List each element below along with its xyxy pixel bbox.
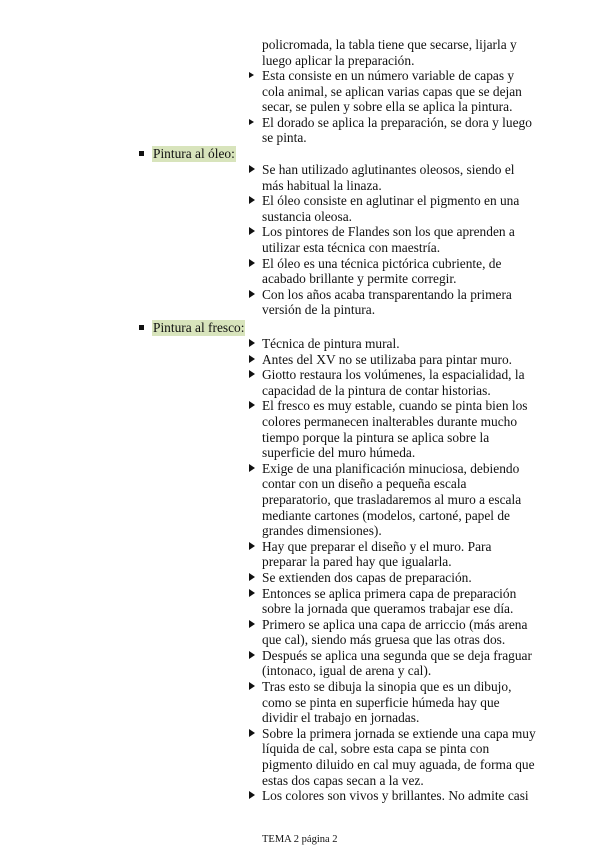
text-line: Se han utilizado aglutinantes oleosos, siendo el [262, 162, 515, 177]
arrow-bullet-icon [249, 196, 255, 204]
list-item [249, 287, 559, 318]
text-line: como se pinta en superficie húmeda hay que [262, 694, 500, 710]
list-item [249, 788, 559, 804]
arrow-bullet-icon [249, 290, 255, 298]
text-line: se pinta. [262, 130, 307, 146]
text-line: El óleo consiste en aglutinar el pigmento en una [262, 193, 520, 209]
text-line: versión de la pintura. [262, 302, 376, 318]
text-line: superficie del muro húmeda. [262, 445, 416, 461]
arrow-bullet-icon [249, 651, 255, 659]
fresco-list [249, 336, 559, 804]
arrow-bullet-icon [249, 791, 255, 799]
list-item [249, 461, 559, 539]
arrow-bullet-icon [249, 370, 255, 378]
text-line: Se extienden dos capas de preparación. [262, 569, 472, 585]
arrow-bullet-icon [249, 165, 255, 173]
text-line: El fresco es muy estable, cuando se pinta bien los [262, 398, 528, 414]
text-line: Hay que preparar el diseño y el muro. Para [262, 538, 492, 554]
text-line: El dorado se aplica la preparación, se dora y luego [262, 114, 532, 130]
text-line: grandes dimensiones). [262, 523, 382, 539]
intro-continuation [262, 37, 562, 68]
list-item [249, 398, 559, 460]
arrow-bullet-icon [249, 119, 254, 125]
arrow-bullet-icon [249, 589, 255, 597]
arrow-bullet-icon [249, 259, 255, 267]
text-line: Técnica de pintura mural. [262, 336, 400, 351]
text-line: (intonaco, igual de arena y cal). [262, 663, 432, 679]
list-item [249, 224, 559, 255]
list-item [249, 256, 559, 287]
list-item [249, 570, 559, 586]
arrow-bullet-icon [249, 464, 255, 472]
text-line: El óleo es una técnica pictórica cubriente, de [262, 255, 502, 271]
text-line: luego aplicar la preparación. [262, 52, 415, 68]
text-line: mediante cartones (modelos, cartoné, papel de [262, 507, 510, 523]
text-line: contar con un diseño a pequeña escala [262, 476, 467, 492]
page-footer: TEMA 2 página 2 [262, 834, 338, 845]
heading-label: Pintura al fresco: [153, 320, 245, 335]
text-line: colores permanecen inalterables durante mucho [262, 413, 518, 429]
square-bullet-icon [139, 151, 144, 156]
list-item [249, 115, 559, 146]
arrow-bullet-icon [249, 227, 255, 235]
list-item [249, 648, 559, 679]
text-line: Los colores son vivos y brillantes. No admite casi [262, 788, 529, 804]
text-line: que cal), siendo más gruesa que las otras dos. [262, 632, 506, 648]
text-line: Entonces se aplica primera capa de preparación [262, 585, 517, 601]
text-line: Primero se aplica una capa de arriccio (más arena [262, 616, 528, 632]
list-item [249, 193, 559, 224]
text-line: Esta consiste en un número variable de capas y [262, 68, 515, 83]
list-item [249, 336, 559, 352]
list-item [249, 68, 559, 115]
text-line: Después se aplica una segunda que se deja fraguar [262, 647, 532, 663]
text-line: Giotto restaura los volúmenes, la espacialidad, la [262, 367, 525, 383]
square-bullet-icon [139, 325, 144, 330]
arrow-bullet-icon [249, 542, 255, 550]
text-line: estas dos capas secan a la vez. [262, 772, 424, 788]
text-line: pigmento diluido en cal muy aguada, de forma que [262, 757, 535, 773]
text-line: preparatorio, que trasladaremos al muro a escala [262, 491, 522, 507]
text-line: Exige de una planificación minuciosa, debiendo [262, 460, 520, 476]
text-line: acabado brillante y permite corregir. [262, 271, 457, 287]
list-item [249, 367, 559, 398]
list-item [249, 617, 559, 648]
list-item [249, 586, 559, 617]
arrow-bullet-icon [249, 573, 255, 581]
arrow-bullet-icon [249, 729, 255, 737]
arrow-bullet-icon [249, 72, 254, 78]
text-line: preparar la pared hay que igualarla. [262, 554, 452, 570]
text-line: policromada, la tabla tiene que secarse, lijarla y [262, 37, 517, 52]
text-line: Con los años acaba transparentando la primera [262, 286, 512, 302]
arrow-bullet-icon [249, 355, 255, 363]
text-line: Tras esto se dibuja la sinopia que es un dibujo, [262, 679, 512, 695]
text-line: Los pintores de Flandes son los que aprenden a [262, 224, 515, 240]
text-line: Antes del XV no se utilizaba para pintar muro. [262, 351, 513, 367]
text-line: tiempo porque la pintura se aplica sobre la [262, 429, 490, 445]
arrow-bullet-icon [249, 339, 255, 347]
list-item [249, 352, 559, 368]
text-line: Sobre la primera jornada se extiende una capa muy [262, 725, 536, 741]
list-item [249, 539, 559, 570]
arrow-bullet-icon [249, 401, 255, 409]
text-line: utilizar esta técnica con maestría. [262, 239, 441, 255]
text-line: sustancia oleosa. [262, 208, 352, 224]
intro-list [249, 68, 559, 146]
list-item [249, 162, 559, 193]
arrow-bullet-icon [249, 682, 255, 690]
text-line: dividir el trabajo en jornadas. [262, 710, 420, 726]
text-line: cola animal, se aplican varias capas que se dejan [262, 83, 522, 99]
list-item [249, 679, 559, 726]
text-line: más habitual la linaza. [262, 177, 382, 193]
arrow-bullet-icon [249, 620, 255, 628]
list-item [249, 726, 559, 788]
heading-label: Pintura al óleo: [153, 146, 235, 161]
text-line: capacidad de la pintura de contar historias. [262, 382, 491, 398]
text-line: líquida de cal, sobre esta capa se pinta con [262, 741, 490, 757]
text-line: sobre la jornada que queramos trabajar ese día. [262, 601, 514, 617]
text-line: secar, se pulen y sobre ella se aplica la pintura. [262, 99, 513, 115]
oleo-list [249, 162, 559, 318]
